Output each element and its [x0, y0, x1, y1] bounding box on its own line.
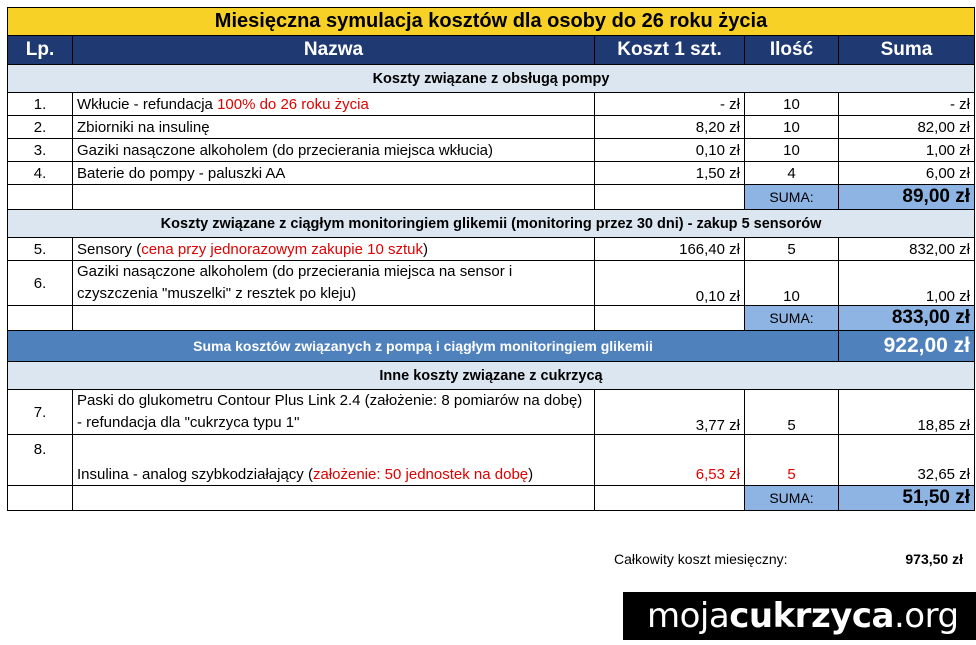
row-qty: 10: [745, 139, 839, 162]
grand-total-value: 973,50 zł: [905, 551, 963, 567]
table-row: [8, 93, 975, 116]
site-logo: mojacukrzyca.org: [623, 592, 976, 640]
combined-total-row: [8, 331, 975, 362]
header-qty: Ilość: [745, 36, 839, 65]
table-row: [8, 162, 975, 185]
row-sum: 1,00 zł: [839, 261, 975, 306]
row-lp: 2.: [8, 116, 73, 139]
header-sum: Suma: [839, 36, 975, 65]
row-cost: 0,10 zł: [595, 261, 745, 306]
row-name: Baterie do pompy - paluszki AA: [73, 162, 595, 185]
subtotal-row: [8, 185, 975, 210]
row-qty: 10: [745, 116, 839, 139]
combined-total-label: Suma kosztów związanych z pompą i ciągłym monitoringiem glikemii: [8, 331, 839, 362]
row-name: Wkłucie - refundacja 100% do 26 roku życia: [73, 93, 595, 116]
table-row: [8, 116, 975, 139]
subtotal-value: 89,00 zł: [839, 185, 975, 210]
row-cost: 1,50 zł: [595, 162, 745, 185]
header-lp: Lp.: [8, 36, 73, 65]
table-row: [8, 139, 975, 162]
subtotal-label: SUMA:: [745, 185, 839, 210]
row-lp: 6.: [8, 261, 73, 306]
subtotal-value: 51,50 zł: [839, 486, 975, 511]
header-row: [8, 36, 975, 65]
row-name: Zbiorniki na insulinę: [73, 116, 595, 139]
row-name-highlight: założenie: 50 jednostek na dobę: [312, 466, 529, 483]
grand-total-label: Całkowity koszt miesięczny:: [614, 551, 788, 567]
subtotal-row: [8, 486, 975, 511]
row-name-highlight: 100% do 26 roku życia: [217, 95, 369, 113]
row-qty: 4: [745, 162, 839, 185]
table-row: [8, 390, 975, 435]
combined-total-value: 922,00 zł: [839, 331, 975, 362]
row-name: Insulina - analog szybkodziałający (założenie: 50 jednostek na dobę): [73, 435, 595, 486]
table-row: [8, 238, 975, 261]
subtotal-label: SUMA:: [745, 306, 839, 331]
row-lp: 8.: [8, 435, 73, 486]
row-name: Gaziki nasączone alkoholem (do przecierania miejsca na sensor i czyszczenia "muszelki" z resztek po kleju): [73, 261, 595, 306]
table-row: [8, 261, 975, 306]
table-title: Miesięczna symulacja kosztów dla osoby do 26 roku życia: [8, 8, 975, 36]
row-cost: 0,10 zł: [595, 139, 745, 162]
row-cost: 8,20 zł: [595, 116, 745, 139]
cost-table: [7, 7, 975, 511]
row-name: Gaziki nasączone alkoholem (do przecierania miejsca wkłucia): [73, 139, 595, 162]
row-qty: 5: [745, 435, 839, 486]
table-row: [8, 435, 975, 486]
section-title-pump: Koszty związane z obsługą pompy: [8, 65, 975, 93]
row-sum: 82,00 zł: [839, 116, 975, 139]
row-qty: 5: [745, 238, 839, 261]
row-name: Paski do glukometru Contour Plus Link 2.4 (założenie: 8 pomiarów na dobę) - refundacja dla "cukrzyca typu 1": [73, 390, 595, 435]
subtotal-label: SUMA:: [745, 486, 839, 511]
section-title-monitoring: Koszty związane z ciągłym monitoringiem glikemii (monitoring przez 30 dni) - zakup 5 sensorów: [8, 210, 975, 238]
row-lp: 3.: [8, 139, 73, 162]
row-sum: 6,00 zł: [839, 162, 975, 185]
row-sum: 832,00 zł: [839, 238, 975, 261]
row-sum: - zł: [839, 93, 975, 116]
row-sum: 1,00 zł: [839, 139, 975, 162]
row-name: Sensory (cena przy jednorazowym zakupie 10 sztuk): [73, 238, 595, 261]
row-name-highlight: cena przy jednorazowym zakupie 10 sztuk: [141, 240, 424, 258]
row-lp: 7.: [8, 390, 73, 435]
row-sum: 32,65 zł: [839, 435, 975, 486]
row-lp: 5.: [8, 238, 73, 261]
row-cost: 6,53 zł: [595, 435, 745, 486]
subtotal-value: 833,00 zł: [839, 306, 975, 331]
row-cost: 3,77 zł: [595, 390, 745, 435]
row-sum: 18,85 zł: [839, 390, 975, 435]
section-title-other: Inne koszty związane z cukrzycą: [8, 362, 975, 390]
row-lp: 1.: [8, 93, 73, 116]
row-qty: 10: [745, 93, 839, 116]
row-cost: - zł: [595, 93, 745, 116]
row-cost: 166,40 zł: [595, 238, 745, 261]
row-qty: 10: [745, 261, 839, 306]
subtotal-row: [8, 306, 975, 331]
row-qty: 5: [745, 390, 839, 435]
header-unit-cost: Koszt 1 szt.: [595, 36, 745, 65]
row-lp: 4.: [8, 162, 73, 185]
header-name: Nazwa: [73, 36, 595, 65]
